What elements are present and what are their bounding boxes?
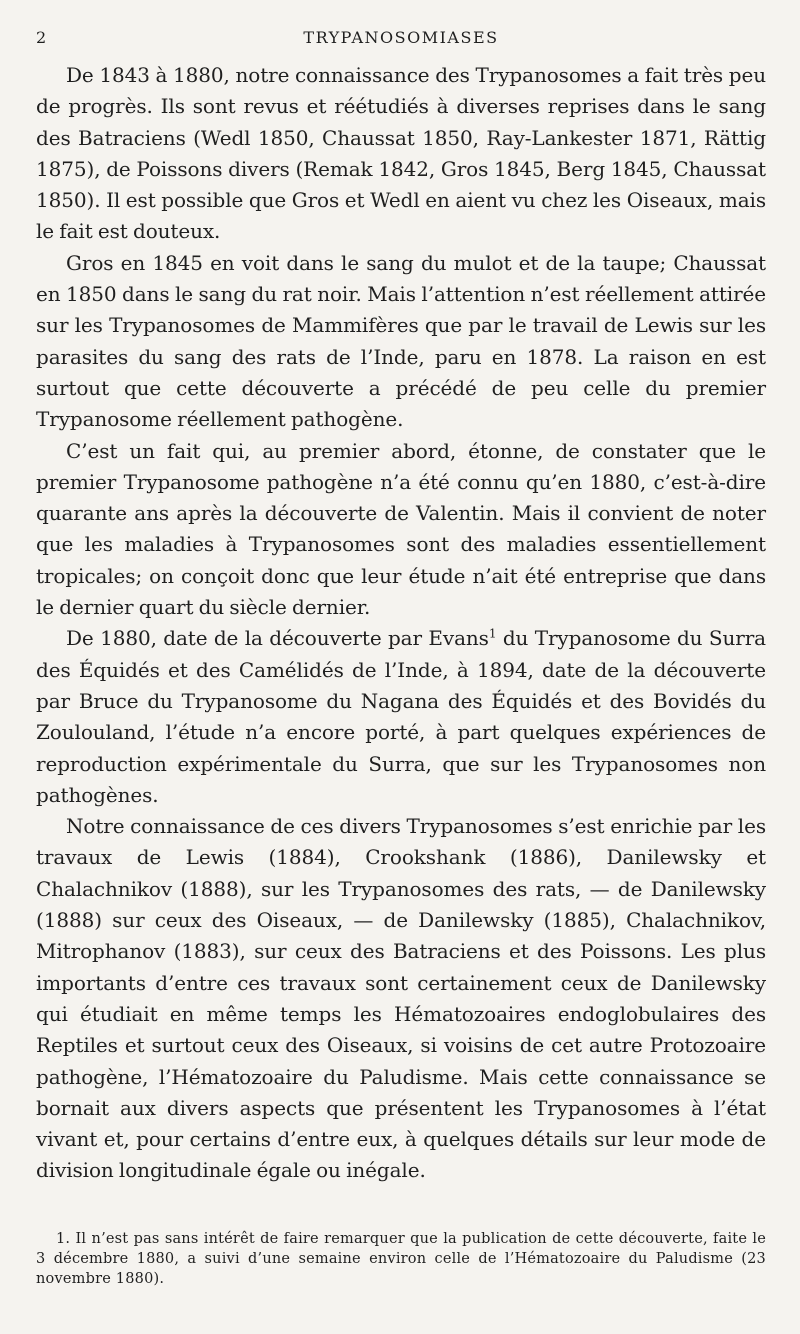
footnote-text: 1. Il n’est pas sans intérêt de faire remarquer que la publication de cette découverte, faite le 3 décembre 1880, a suivi d’une semaine environ celle de l’Hématozoaire du Paludisme (23 novembre 1880). [36,1230,766,1287]
book-page [36,22,766,1289]
paragraph-2: Gros en 1845 en voit dans le sang du mulot et de la taupe; Chaussat en 1850 dans le sang du rat noir. Mais l’attention n’est réellement attirée sur les Trypanosomes de Mammifères que par le travail de Lewis sur les parasites du sang des rats de l’Inde, paru en 1878. La raison en est surtout que cette découverte a précédé de peu celle du premier Trypanosome réellement pathogène. [36,250,766,432]
paragraph-1: De 1843 à 1880, notre connaissance des Trypanosomes a fait très peu de progrès. Ils sont revus et réétudiés à diverses reprises dans le sang des Batraciens (Wedl 1850, Chaussat 1850, Ray-Lankester 1871, Rättig 1875), de Poissons divers (Remak 1842, Gros 1845, Berg 1845, Chaussat 1850). Il est possible que Gros et Wedl en aient vu chez les Oiseaux, mais le fait est douteux. [36,63,766,244]
footnote [36,1229,766,1289]
paragraph-4-text-before: De 1880, date de la découverte par Evans [66,626,489,651]
paragraph-5: Notre connaissance de ces divers Trypanosomes s’est enrichie par les travaux de Lewis (1884), Crookshank (1886), Danilewsky et Chalachnikov (1888), sur les Trypanosomes des rats, — de Danilewsky (1888) sur ceux des Oiseaux, — de Danilewsky (1885), Chalachnikov, Mitrophanov (1883), sur ceux des Batraciens et des Poissons. Les plus importants d’entre ces travaux sont certainement ceux de Danilewsky qui étudiait en même temps les Hématozoaires endoglobulaires des Reptiles et surtout ceux des Oiseaux, si voisins de cet autre Protozoaire pathogène, l’Hématozoaire du Paludisme. Mais cette connaissance se bornait aux divers aspects que présentent les Trypanosomes à l’état vivant et, pour certains d’entre eux, à quelques détails sur leur mode de division longitudinale égale ou inégale. [36,814,766,1183]
paragraph-4 [36,623,766,811]
footnote-reference: 1 [488,626,497,641]
running-title: TRYPANOSOMIASES [303,28,499,47]
running-header [36,22,766,48]
body-text [36,60,766,1187]
page-number: 2 [36,28,48,47]
paragraph-3: C’est un fait qui, au premier abord, étonne, de constater que le premier Trypanosome pathogène n’a été connu qu’en 1880, c’est-à-dire quarante ans après la découverte de Valentin. Mais il convient de noter que les maladies à Trypanosomes sont des maladies essentiellement tropicales; on conçoit donc que leur étude n’ait été entreprise que dans le dernier quart du siècle dernier. [36,438,766,620]
paragraph-4-text-after: du Trypanosome du Surra des Équidés et des Camélidés de l’Inde, à 1894, date de la découverte par Bruce du Trypanosome du Nagana des Équidés et des Bovidés du Zoulouland, l’étude n’a encore porté, à part quelques expériences de reproduction expérimentale du Surra, que sur les Trypanosomes non pathogènes. [36,626,766,807]
